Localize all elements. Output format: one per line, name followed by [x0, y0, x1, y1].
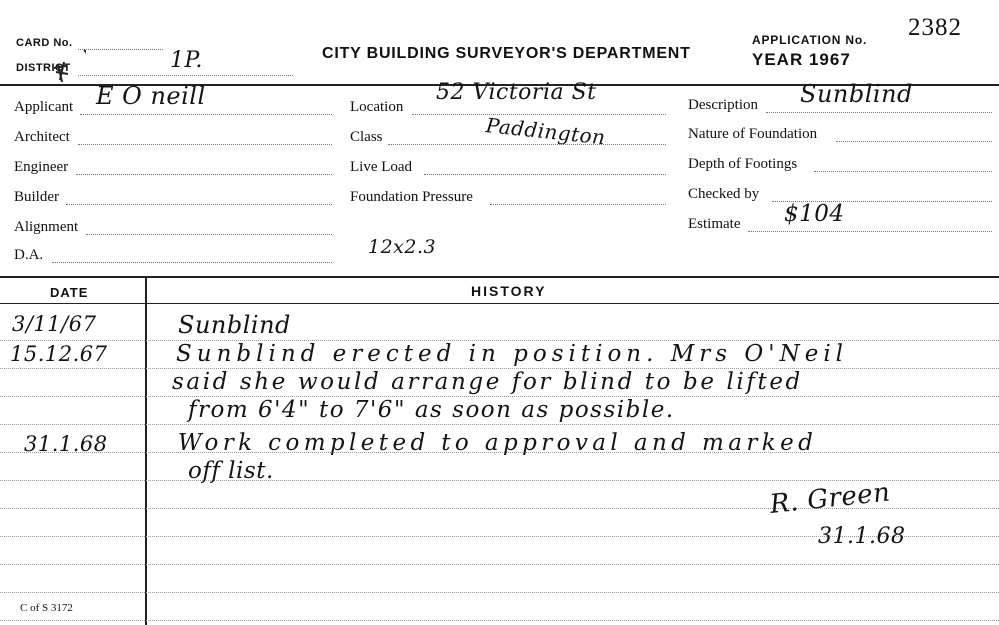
district-value: 1P.	[170, 48, 203, 73]
card-no-scribble	[46, 38, 86, 88]
description-value: Sunblind	[800, 80, 913, 108]
foundation-pressure-label: Foundation Pressure	[350, 189, 473, 205]
entry-2-line-3: from 6'4" to 7'6" as soon as possible.	[188, 397, 675, 423]
depth-of-footings-line	[814, 171, 992, 172]
date-column-divider	[145, 276, 147, 625]
class-line	[388, 144, 666, 145]
entry-3-line-1: Work completed to approval and marked	[178, 430, 818, 456]
da-line	[52, 262, 332, 263]
signature-date: 31.1.68	[818, 524, 906, 549]
foundation-pressure-line	[490, 204, 666, 205]
department-title: CITY BUILDING SURVEYOR'S DEPARTMENT	[322, 45, 691, 62]
ruled-line	[0, 592, 999, 593]
location-value-line2: Paddington	[484, 113, 607, 150]
location-label: Location	[350, 99, 404, 115]
ruled-line	[0, 424, 999, 425]
table-top-rule	[0, 276, 999, 278]
application-label: APPLICATION No.	[752, 33, 868, 47]
entry-2-line-2: said she would arrange for blind to be lifted	[172, 369, 803, 395]
live-load-label: Live Load	[350, 159, 413, 175]
district-label: DISTRICT	[16, 62, 71, 74]
entry-1-date: 3/11/67	[12, 312, 97, 336]
entry-3-line-2: off list.	[188, 458, 274, 484]
entry-3-date: 31.1.68	[24, 432, 108, 456]
application-number: 2382	[908, 14, 962, 41]
district-line	[78, 75, 293, 76]
estimate-value: $104	[784, 201, 845, 227]
builder-line	[66, 204, 332, 205]
alignment-label: Alignment	[14, 219, 79, 235]
builder-label: Builder	[14, 189, 59, 205]
architect-label: Architect	[14, 129, 70, 145]
checked-by-label: Checked by	[688, 186, 760, 202]
architect-line	[78, 144, 332, 145]
class-label: Class	[350, 129, 383, 145]
engineer-line	[76, 174, 332, 175]
applicant-line	[80, 114, 332, 115]
ruled-line	[0, 620, 999, 621]
history-column-header: HISTORY	[471, 283, 547, 299]
form-code: C of S 3172	[20, 602, 73, 614]
estimate-line	[748, 231, 992, 232]
description-label: Description	[688, 97, 758, 113]
table-header-rule	[0, 303, 999, 304]
nature-of-foundation-line	[836, 141, 992, 142]
entry-1-line-1: Sunblind	[178, 311, 291, 339]
date-column-header: DATE	[50, 285, 89, 300]
entry-2-date: 15.12.67	[10, 342, 108, 366]
alignment-line	[86, 234, 332, 235]
nature-of-foundation-label: Nature of Foundation	[688, 126, 818, 142]
depth-of-footings-label: Depth of Footings	[688, 156, 798, 172]
applicant-value: E O neill	[96, 82, 206, 110]
description-line	[766, 112, 992, 113]
location-line	[412, 114, 666, 115]
year-label: YEAR 1967	[752, 50, 851, 69]
live-load-line	[424, 174, 666, 175]
location-value: 52 Victoria St	[436, 80, 597, 105]
estimate-label: Estimate	[688, 216, 741, 232]
ruled-line	[0, 564, 999, 565]
entry-2-line-1: Sunblind erected in position. Mrs O'Neil	[176, 341, 849, 367]
card-no-line	[78, 49, 163, 50]
signature: R. Green	[768, 477, 892, 520]
engineer-label: Engineer	[14, 159, 69, 175]
dimensions-note: 12x2.3	[368, 236, 437, 258]
applicant-label: Applicant	[14, 99, 74, 115]
card-no-label: CARD No.	[16, 37, 73, 49]
da-label: D.A.	[14, 247, 44, 263]
